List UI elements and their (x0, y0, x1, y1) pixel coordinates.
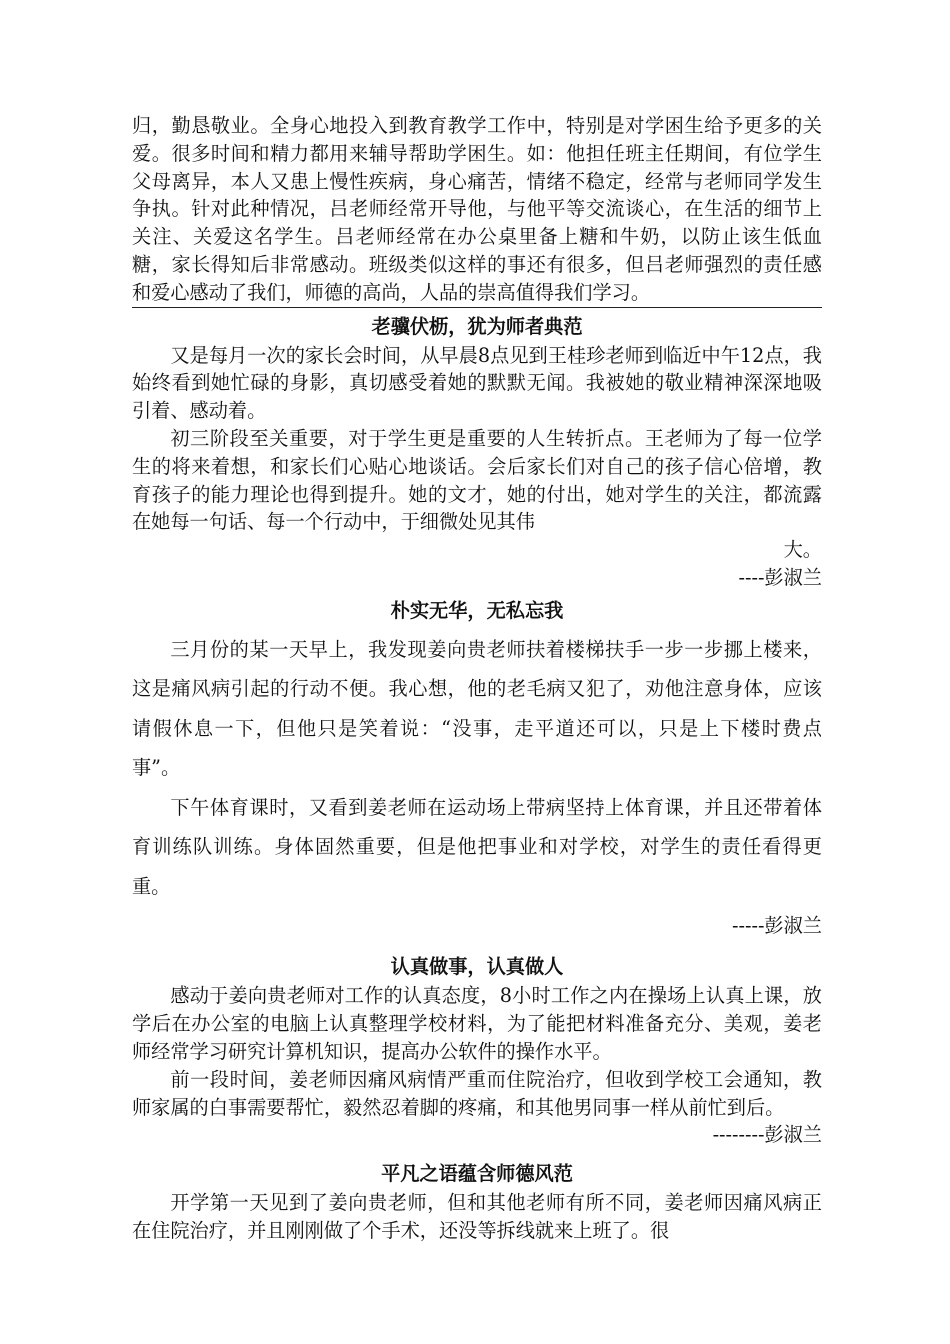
paragraph: 又是每月一次的家长会时间，从早晨8点见到王桂珍老师到临近中午12点，我始终看到她忙碌的身影，真切感受着她的默默无闻。我被她的敬业精神深深地吸引着、感动着。 (132, 343, 822, 423)
paragraph: 三月份的某一天早上，我发现姜向贵老师扶着楼梯扶手一步一步挪上楼来，这是痛风病引起的行动不便。我心想，他的老毛病又犯了，劝他注意身体，应该请假休息一下，但他只是笑着说：“没事，走平道还可以，只是上下楼时费点事”。 (132, 637, 822, 780)
paragraph: 前一段时间，姜老师因痛风病情严重而住院治疗，但收到学校工会通知，教师家属的白事需要帮忙，毅然忍着脚的疼痛，和其他男同事一样从前忙到后。 (132, 1067, 822, 1119)
author-signature: -----彭淑兰 (732, 914, 822, 938)
paragraph: 初三阶段至关重要，对于学生更是重要的人生转折点。王老师为了每一位学生的将来着想，和家长们心贴心地谈话。会后家长们对自己的孩子信心倍增，教育孩子的能力理论也得到提升。她的文才，她的付出，她对学生的关注，都流露在她每一句话、每一个行动中，于细微处见其伟 (132, 426, 822, 534)
author-signature: ----彭淑兰 (738, 565, 822, 589)
section-title: 认真做事，认真做人 (390, 955, 564, 979)
intro-paragraph: 归，勤恳敬业。全身心地投入到教育教学工作中，特别是对学困生给予更多的关爱。很多时间和精力都用来辅导帮助学困生。如：他担任班主任期间，有位学生父母离异，本人又患上慢性疾病，身心痛苦，情绪不稳定，经常与老师同学发生争执。针对此种情况，吕老师经常开导他，与他平等交流谈心，在生活的细节上关注、关爱这名学生。吕老师经常在办公桌里备上糖和牛奶，以防止该生低血糖，家长得知后非常感动。班级类似这样的事还有很多，但吕老师强烈的责任感和爱心感动了我们，师德的高尚，人品的崇高值得我们学习。 (132, 112, 822, 308)
paragraph-end: 大。 (783, 538, 822, 562)
paragraph: 下午体育课时，又看到姜老师在运动场上带病坚持上体育课，并且还带着体育训练队训练。身体固然重要，但是他把事业和对学校，对学生的责任看得更重。 (132, 795, 822, 898)
section-title: 朴实无华，无私忘我 (390, 598, 564, 622)
document-page (132, 112, 822, 1245)
paragraph: 感动于姜向贵老师对工作的认真态度，8小时工作之内在操场上认真上课，放学后在办公室的电脑上认真整理学校材料，为了能把材料准备充分、美观，姜老师经常学习研究计算机知识，提高办公软件的操作水平。 (132, 984, 822, 1064)
section-title: 平凡之语蕴含师德风范 (381, 1162, 573, 1186)
section-title: 老骥伏枥，犹为师者典范 (371, 314, 583, 338)
author-signature: --------彭淑兰 (712, 1123, 822, 1147)
paragraph: 开学第一天见到了姜向贵老师，但和其他老师有所不同，姜老师因痛风病正在住院治疗，并且刚刚做了个手术，还没等拆线就来上班了。很 (132, 1191, 822, 1243)
